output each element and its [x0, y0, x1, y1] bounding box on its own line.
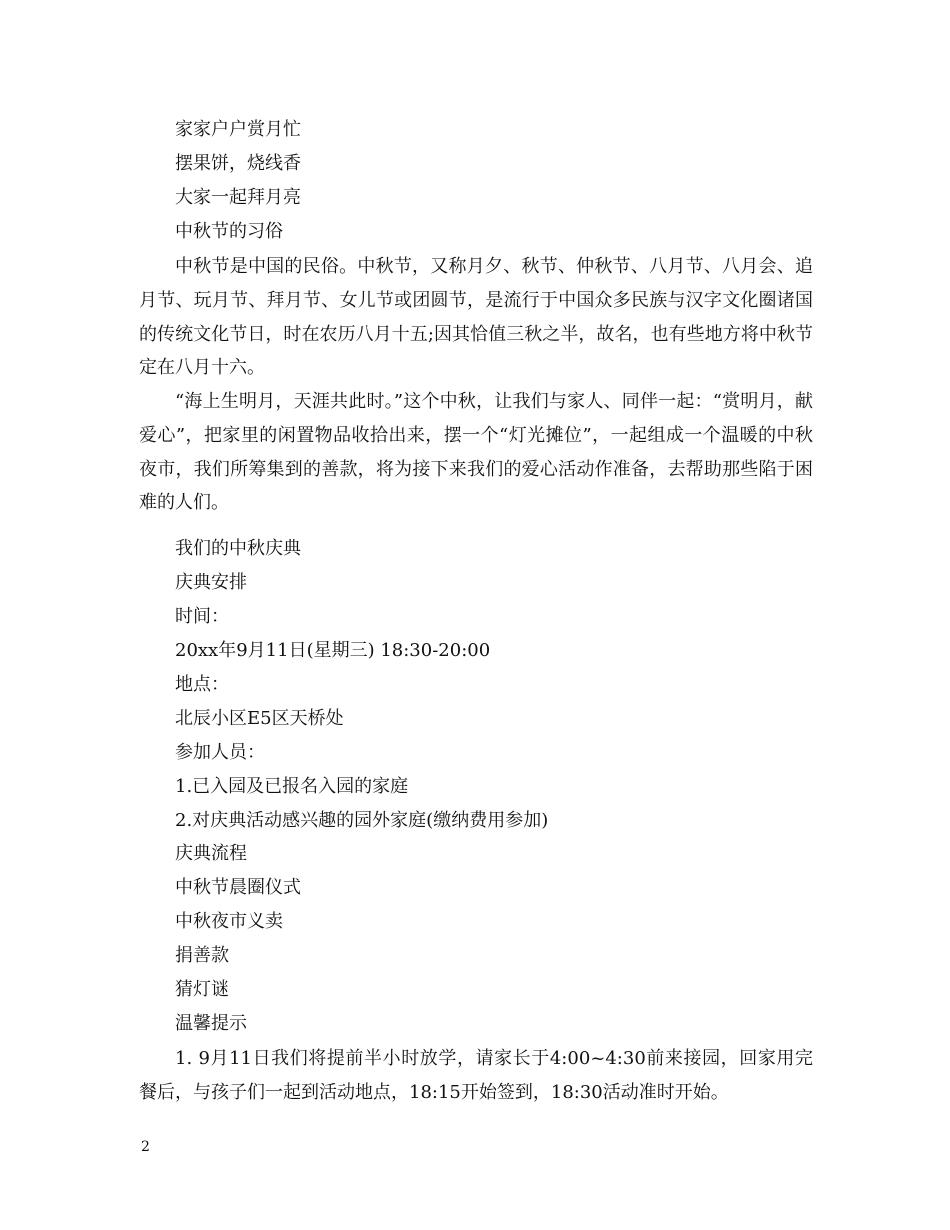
- page-number: 2: [141, 1139, 150, 1155]
- section-heading: 庆典流程: [175, 843, 247, 864]
- field-label: 时间：: [175, 606, 229, 627]
- body-paragraph: 中秋节是中国的民俗。中秋节，又称月夕、秋节、仲秋节、八月节、八月会、追月节、玩月节、拜月节、女儿节或团圆节，是流行于中国众多民族与汉字文化圈诸国的传统文化节日，时在农历八月十五;因其恰值三秋之半，故名，也有些地方将中秋节定在八月十六。: [139, 256, 813, 379]
- list-item: 1.已入园及已报名入园的家庭: [175, 776, 409, 797]
- field-label: 参加人员：: [175, 742, 265, 763]
- body-paragraph: “海上生明月，天涯共此时。”这个中秋，让我们与家人、同伴一起：“赏明月，献爱心”，把家里的闲置物品收拾出来，摆一个“灯光摊位”，一起组成一个温暖的中秋夜市，我们所筹集到的善款，将为接下来我们的爱心活动作准备，去帮助那些陷于困难的人们。: [139, 391, 813, 514]
- list-item: 2.对庆典活动感兴趣的园外家庭(缴纳费用参加): [175, 810, 549, 831]
- list-item: 猜灯谜: [175, 979, 229, 1000]
- section-heading: 我们的中秋庆典: [175, 538, 301, 559]
- poem-line: 大家一起拜月亮: [175, 187, 301, 208]
- poem-line: 摆果饼，烧线香: [175, 153, 301, 174]
- field-value: 北辰小区E5区天桥处: [175, 708, 344, 729]
- list-item: 中秋节晨圈仪式: [175, 877, 301, 898]
- poem-line: 家家户户赏月忙: [175, 119, 301, 140]
- list-item: 中秋夜市义卖: [175, 911, 283, 932]
- section-heading: 温馨提示: [175, 1013, 247, 1034]
- field-label: 地点：: [175, 674, 229, 695]
- section-heading: 庆典安排: [175, 572, 247, 593]
- field-value: 20xx年9月11日(星期三) 18:30-20:00: [175, 640, 491, 661]
- section-heading: 中秋节的习俗: [175, 221, 283, 242]
- body-paragraph: 1. 9月11日我们将提前半小时放学，请家长于4:00~4:30前来接园，回家用完餐后，与孩子们一起到活动地点，18:15开始签到，18:30活动准时开始。: [139, 1048, 813, 1103]
- list-item: 捐善款: [175, 945, 229, 966]
